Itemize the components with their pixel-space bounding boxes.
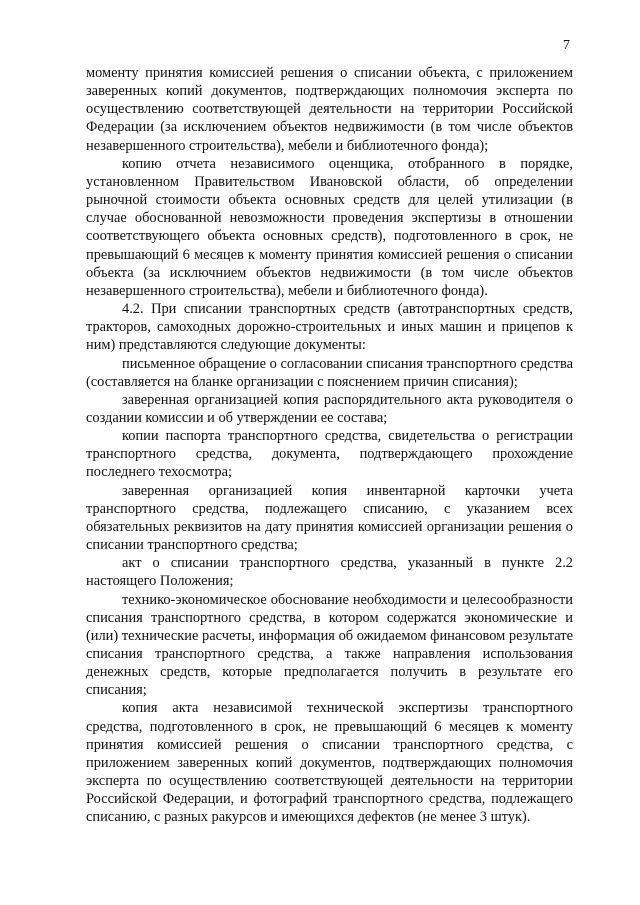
paragraph-3: 4.2. При списании транспортных средств (автотранспортных средств, тракторов, самоходных дорожно-строительных и иных машин и прицепов к ним) представляются следующие документы:: [86, 301, 573, 354]
paragraph-6: копии паспорта транспортного средства, свидетельства о регистрации транспортного средства, документа, подтверждающего прохождение последнего техосмотра;: [86, 428, 573, 481]
paragraph-1: моменту принятия комиссией решения о списании объекта, с приложением заверенных копий документов, подтверждающих полномочия эксперта по осуществлению соответствующей деятельности на территории Российской Федерации (за исключением объектов недвижимости (в том числе объектов незавершенного строительства), мебели и библиотечного фонда);: [86, 65, 573, 154]
paragraph-4: письменное обращение о согласовании списания транспортного средства (составляется на бланке организации с пояснением причин списания);: [86, 355, 573, 390]
paragraph-7: заверенная организацией копия инвентарной карточки учета транспортного средства, подлежащего списанию, с указанием всех обязательных реквизитов на дату принятия комиссией организации решения о списании транспортного средства;: [86, 482, 573, 554]
paragraph-5: заверенная организацией копия распорядительного акта руководителя о создании комиссии и об утверждении ее состава;: [86, 391, 573, 426]
paragraph-9: технико-экономическое обоснование необходимости и целесообразности списания транспортного средства, в котором содержатся экономические и (или) технические расчеты, информация об ожидаемом финансовом результате списания транспортного средства, а также направления использования денежных средств, которые предполагается получить в результате его списания;: [86, 591, 573, 699]
paragraph-10: копия акта независимой технической экспертизы транспортного средства, подготовленного в срок, не превышающий 6 месяцев к моменту принятия комиссией решения о списании транспортного средства, с приложением заверенных копий документов, подтверждающих полномочия эксперта по осуществлению соответствующей деятельности на территории Российской Федерации, и фотографий транспортного средства, подлежащего списанию, с разных ракурсов и имеющихся дефектов (не менее 3 штук).: [86, 700, 573, 826]
paragraph-8: акт о списании транспортного средства, указанный в пункте 2.2 настоящего Положения;: [86, 555, 573, 590]
paragraph-2: копию отчета независимого оценщика, отобранного в порядке, установленном Правительством Ивановской области, об определении рыночной стоимости объекта основных средств для целей утилизации (в случае обоснованной невозможности проведения экспертизы в отношении соответствующего объекта основных средств), подготовленного в срок, не превышающий 6 месяцев к моменту принятия комиссией решения о списании объекта (за исключнием объектов недвижимости (в том числе объектов незавершенного строительства), мебели и библиотечного фонда).: [86, 155, 573, 299]
document-body: [86, 64, 573, 827]
page-number: 7: [563, 38, 570, 53]
